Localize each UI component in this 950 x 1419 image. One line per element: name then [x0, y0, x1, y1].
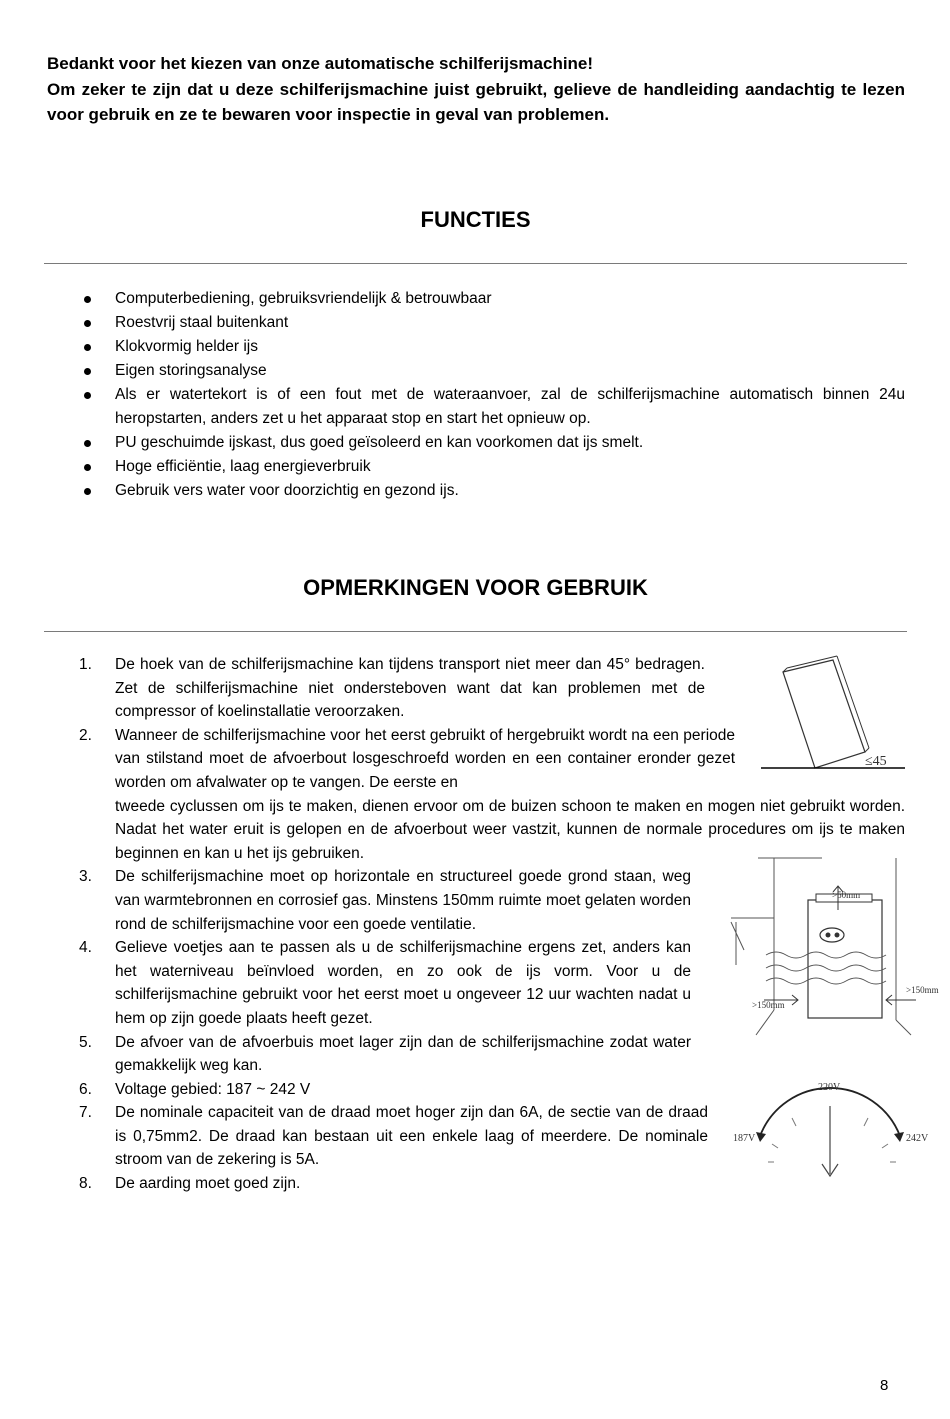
list-item: PU geschuimde ijskast, dus goed geïsoleerd en kan voorkomen dat ijs smelt. [79, 431, 905, 455]
voltage-range-figure [730, 1078, 940, 1183]
list-item: Computerbediening, gebruiksvriendelijk & betrouwbaar [79, 287, 905, 311]
list-item: Als er watertekort is of een fout met de wateraanvoer, zal de schilferijsmachine automatisch binnen 24u heropstarten, anders zet u het apparaat stop en start het opnieuw op. [79, 383, 905, 431]
list-item: 2. Wanneer de schilferijsmachine voor het eerst gebruikt of hergebruikt wordt na een periode van stilstand moet de afvoerbout losgeschroefd worden en een container eronder gezet worden om afvalwater op te vangen. De eerste en tweede cyclussen om ijs te maken, dienen ervoor om de buizen schoon te maken en mogen niet gebruikt worden. Nadat het water eruit is gelopen en de afvoerbout weer vastzit, kunnen de normale procedures om ijs te maken beginnen en kan u het ijs gebruiken. [79, 726, 905, 862]
bullet-icon [84, 464, 91, 471]
clearance-right-label: >150mm [906, 985, 939, 995]
voltage-low-label: 187V [733, 1133, 756, 1144]
intro-thanks: Bedankt voor het kiezen van onze automatische schilferijsmachine! [47, 54, 594, 73]
list-item: 3. De schilferijsmachine moet op horizontale en structureel goede grond staan, weg van warmtebronnen en corrosief gas. Minstens 150mm ruimte moet gelaten worden rond de schilferijsmachine voor een goede ventilatie. [79, 868, 691, 933]
page-number: 8 [880, 1377, 889, 1394]
list-item: 6. Voltage gebied: 187 ~ 242 V [79, 1080, 311, 1098]
scale-ticks [768, 1118, 896, 1162]
list-item: Gebruik vers water voor doorzichtig en gezond ijs. [79, 479, 905, 503]
tilted-machine-icon [783, 656, 869, 768]
list-item: 5. De afvoer van de afvoerbuis moet lager zijn dan de schilferijsmachine zodat water gemakkelijk weg kan. [79, 1033, 691, 1075]
list-item: 1. De hoek van de schilferijsmachine kan tijdens transport niet meer dan 45° bedragen. Zet de schilferijsmachine niet ondersteboven want dat kan problemen met de compressor of koelinstallatie veroorzaken. [79, 656, 705, 721]
clearance-left-label: >150mm [752, 1000, 785, 1010]
list-item: Hoge efficiëntie, laag energieverbruik [79, 455, 905, 479]
opmerkingen-title: OPMERKINGEN VOOR GEBRUIK [303, 575, 648, 600]
functies-divider [44, 263, 907, 264]
functies-title: FUNCTIES [420, 207, 531, 232]
bullet-icon [84, 344, 91, 351]
list-item: 7. De nominale capaciteit van de draad moet hoger zijn dan 6A, de sectie van de draad is 0,75mm2. De draad kan bestaan uit een enkele laag of meerdere. De nominale stroom van de zekering is 5A. [79, 1104, 708, 1169]
bullet-icon [84, 320, 91, 327]
arc-arrowhead-left-icon [756, 1132, 766, 1142]
opmerkingen-divider [44, 631, 907, 632]
tilt-angle-figure [755, 652, 905, 777]
functies-list [79, 287, 905, 503]
list-item: 8. De aarding moet goed zijn. [79, 1175, 301, 1193]
voltage-mid-label: 220V [818, 1082, 841, 1093]
clearance-figure [726, 850, 946, 1040]
arc-arrowhead-right-icon [894, 1132, 904, 1142]
bullet-icon [84, 296, 91, 303]
tilt-label: ≤45 [865, 754, 887, 769]
intro-instructions: Om zeker te zijn dat u deze schilferijsmachine juist gebruikt, gelieve de handleiding aandachtig te lezen voor gebruik en ze te bewaren voor inspectie in geval van problemen. [47, 79, 905, 124]
list-item: 4. Gelieve voetjes aan te passen als u de schilferijsmachine ergens zet, anders kan het waterniveau beïnvloed worden, en zo ook de ijs vorm. Voor u de schilferijsmachine gebruikt voor het eerst moet u ongeveer 12 uur wachten nadat u hem op zijn goede plaats heeft gezet. [79, 939, 691, 1027]
intro [47, 51, 905, 128]
clearance-top-label: >50mm [832, 890, 861, 900]
bullet-icon [84, 368, 91, 375]
bullet-icon [84, 488, 91, 495]
bullet-icon [84, 392, 91, 399]
list-item: Eigen storingsanalyse [79, 359, 905, 383]
list-item: Klokvormig helder ijs [79, 335, 905, 359]
list-item: Roestvrij staal buitenkant [79, 311, 905, 335]
voltage-high-label: 242V [906, 1133, 929, 1144]
bullet-icon [84, 440, 91, 447]
down-arrow-icon [822, 1106, 838, 1176]
